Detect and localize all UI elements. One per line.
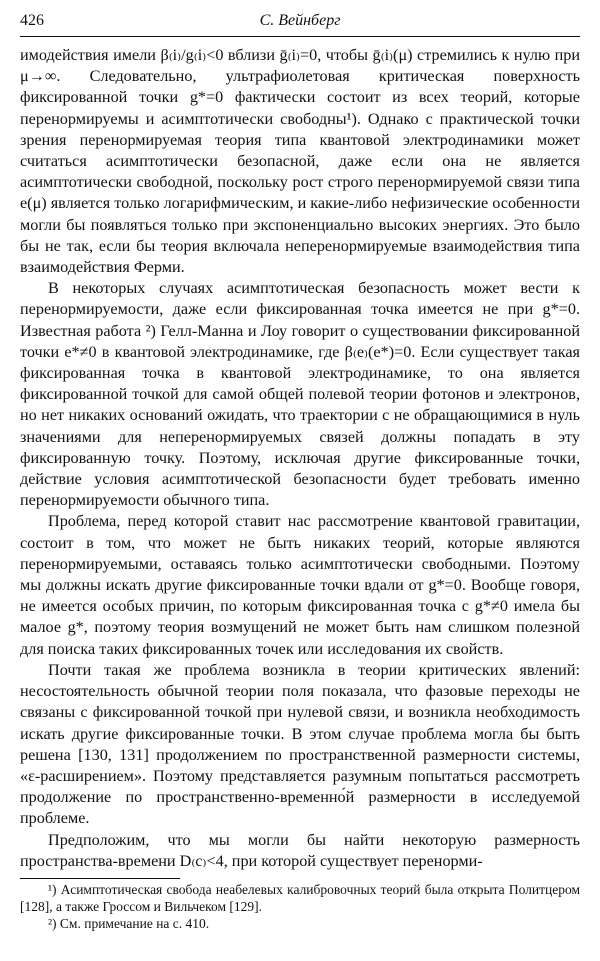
running-title: С. Вейнберг	[259, 12, 341, 29]
footnote-divider	[20, 878, 180, 879]
footnote: ¹) Асимптотическая свобода неабелевых калибровочных теорий была открыта Политцером [128], а также Гроссом и Вильчеком [129].	[20, 881, 580, 914]
footnote: ²) См. примечание на с. 410.	[48, 915, 210, 931]
body-text	[20, 45, 580, 872]
paragraph: Предположим, что мы могли бы найти некоторую размерность пространства-времени D₍c₎<4, при которой существует перенорми-	[20, 830, 580, 870]
paragraph: Почти такая же проблема возникла в теории критических явлений: несостоятельность обычной теории поля показала, что фазовые переходы не связаны с фиксированной точкой при нулевой связи, и возникла необходимость искать другие фиксированные точки. В этом случае проблема могла бы быть решена [130, 131] продолжением по пространственной размерности системы, «ε-расширением». Поэтому представляется разумным попытаться рассмотреть продолжение по пространственно-временно́й размерности в исследуемой проблеме.	[20, 660, 580, 828]
book-page	[20, 8, 580, 932]
paragraph-continuation: имодействия имели β₍i₎/g₍i₎<0 вблизи ḡ₍i₎=0, чтобы ḡ₍i₎(μ) стремились к нулю при μ→∞. Следовательно, ультрафиолетовая критическая поверхность фиксированной точки g*=0 фактически состоит из всех теорий, которые перенормируемы и асимптотически свободны¹). Однако с практической точки зрения перенормируемая теория типа квантовой электродинамики может считаться асимптотически безопасной, даже если она не является асимптотически свободной, поскольку рост строго перенормируемой связи типа e(μ) является только логарифмическим, и какие-либо нефизические особенности могли бы появляться только при экспоненциально высоких энергиях. Это было бы не так, если бы теория включала неперенормируемые взаимодействия типа взаимодействия Ферми.	[20, 46, 580, 277]
paragraph: Проблема, перед которой ставит нас рассмотрение квантовой гравитации, состоит в том, что может не быть никаких теорий, которые являются перенормируемыми, оставаясь только асимптотически свободными. Поэтому мы должны искать другие фиксированные точки вдали от g*=0. Вообще говоря, не имеется особых причин, по которым фиксированная точка с g*≠0 имела бы малое g*, поэтому теория возмущений не может быть нам слишком полезной для поиска таких фиксированных точек или исследования их свойств.	[20, 512, 580, 658]
footnotes	[20, 881, 580, 932]
page-header	[20, 8, 580, 37]
page-number: 426	[20, 12, 44, 29]
paragraph: В некоторых случаях асимптотическая безопасность может вести к перенормируемости, даже если фиксированная точка имеется не при g*=0. Известная работа ²) Гелл-Манна и Лоу говорит о существовании фиксированной точки e*≠0 в квантовой электродинамике, где β₍e₎(e*)=0. Если существует такая фиксированная точка в квантовой электродинамике, то она является фиксированной точкой для самой общей полевой теории фотонов и электронов, но нет никаких оснований ожидать, что траектории с не обращающимися в нуль значениями для неперенормируемых связей должны попадать в эту фиксированную точку. Поэтому, исключая другие фиксированные точки, действие условия асимптотической безопасности будет требовать именно перенормируемости обычного типа.	[20, 279, 580, 510]
